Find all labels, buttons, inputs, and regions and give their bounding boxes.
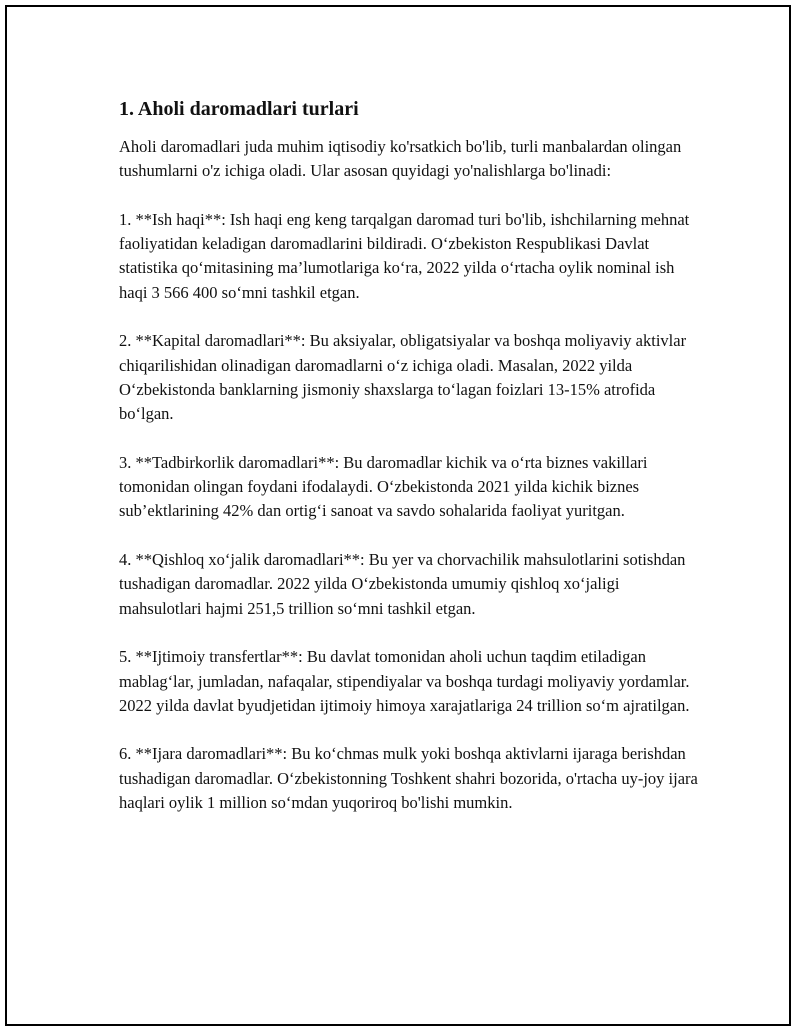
section-heading: 1. Aholi daromadlari turlari — [119, 98, 359, 120]
income-type-capital: 2. **Kapital daromadlari**: Bu aksiyalar, obligatsiyalar va boshqa moliyaviy aktivlar chiqarilishidan olinadigan daromadlarni o‘z ichiga oladi. Masalan, 2022 yilda O‘zbekistonda banklarning jismoniy shaxslarga to‘lagan foizlari 13-15% atrofida bo‘lgan. — [119, 331, 687, 424]
income-type-agriculture: 4. **Qishloq xo‘jalik daromadlari**: Bu yer va chorvachilik mahsulotlarini sotishdan tushadigan daromadlar. 2022 yilda O‘zbekistonda umumiy qishloq xo‘jaligi mahsulotlari hajmi 251,5 trillion so‘mni tashkil etgan. — [119, 550, 686, 618]
document-content — [119, 95, 699, 840]
intro-paragraph: Aholi daromadlari juda muhim iqtisodiy ko'rsatkich bo'lib, turli manbalardan olingan tushumlarni o'z ichiga oladi. Ular asosan quyidagi yo'nalishlarga bo'linadi: — [119, 137, 682, 181]
income-type-wages: 1. **Ish haqi**: Ish haqi eng keng tarqalgan daromad turi bo'lib, ishchilarning mehnat faoliyatidan keladigan daromadlarini bildiradi. O‘zbekiston Respublikasi Davlat statistika qo‘mitasining ma’lumotlariga ko‘ra, 2022 yilda o‘rtacha oylik nominal ish haqi 3 566 400 so‘mni tashkil etgan. — [119, 209, 690, 302]
income-type-entrepreneurship: 3. **Tadbirkorlik daromadlari**: Bu daromadlar kichik va o‘rta biznes vakillari tomonidan olingan foydani ifodalaydi. O‘zbekistonda 2021 yilda kichik biznes sub’ektlarining 42% dan ortig‘i sanoat va savdo sohalarida faoliyat yuritgan. — [119, 452, 648, 521]
income-type-rent: 6. **Ijara daromadlari**: Bu ko‘chmas mulk yoki boshqa aktivlarni ijaraga berishdan tushadigan daromadlar. O‘zbekistonning Toshkent shahri bozorida, o'rtacha uy-joy ijara haqlari oylik 1 million so‘mdan yuqoriroq bo'lishi mumkin. — [119, 744, 698, 813]
document-page — [5, 5, 791, 1026]
income-type-social-transfers: 5. **Ijtimoiy transfertlar**: Bu davlat tomonidan aholi uchun taqdim etiladigan mablag‘lar, jumladan, nafaqalar, stipendiyalar va boshqa turdagi moliyaviy yordamlar. 2022 yilda davlat byudjetidan ijtimoiy himoya xarajatlariga 24 trillion so‘m ajratilgan. — [119, 647, 690, 715]
